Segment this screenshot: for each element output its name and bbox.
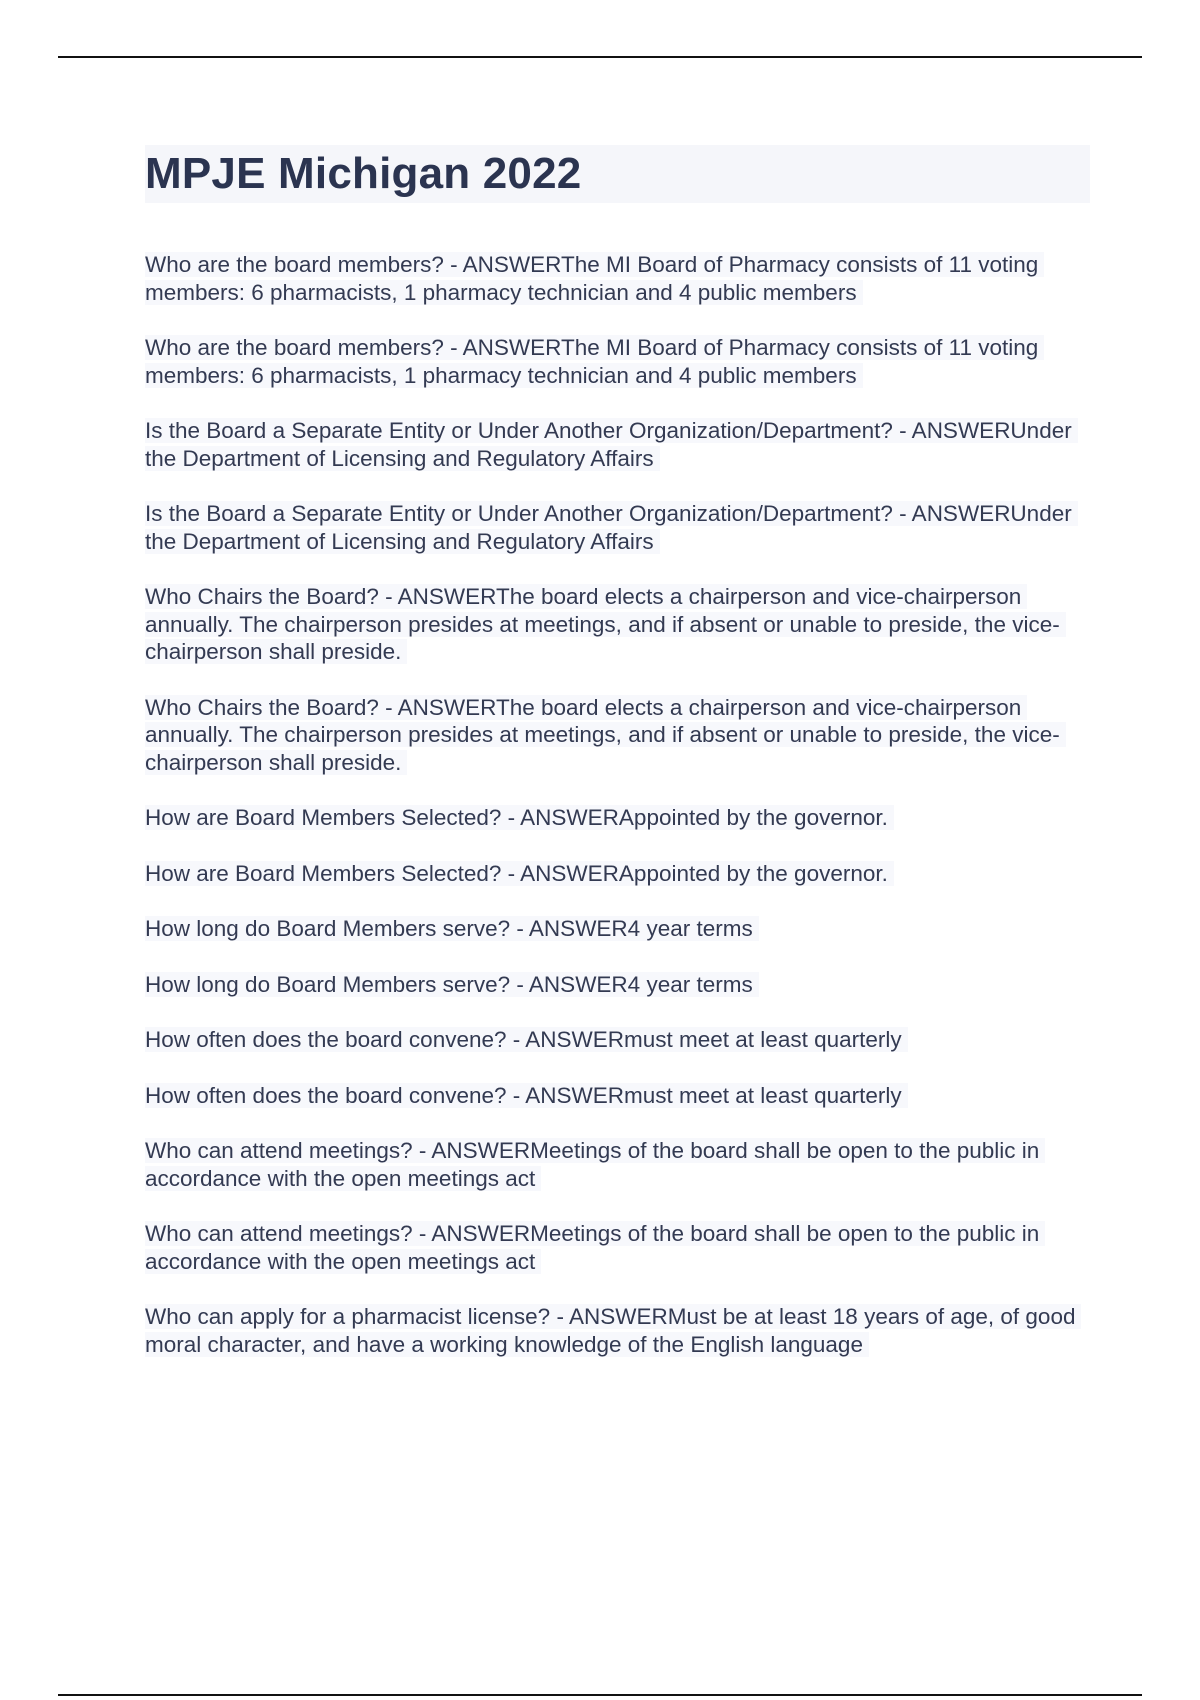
qa-item bbox=[145, 417, 1090, 472]
document-body bbox=[145, 145, 1090, 1386]
qa-text: Who can apply for a pharmacist license? - ANSWERMust be at least 18 years of age, of good moral character, and have a working knowledge of the English language bbox=[145, 1304, 1081, 1357]
qa-item bbox=[145, 694, 1090, 777]
qa-item bbox=[145, 1137, 1090, 1192]
top-divider bbox=[58, 56, 1142, 58]
qa-text: Who can attend meetings? - ANSWERMeetings of the board shall be open to the public in accordance with the open meetings act bbox=[145, 1138, 1045, 1191]
qa-item bbox=[145, 334, 1090, 389]
qa-item bbox=[145, 1026, 1090, 1054]
qa-text: Who are the board members? - ANSWERThe MI Board of Pharmacy consists of 11 voting members: 6 pharmacists, 1 pharmacy technician and 4 public members bbox=[145, 252, 1044, 305]
bottom-divider bbox=[58, 1694, 1142, 1696]
qa-item bbox=[145, 971, 1090, 999]
qa-item bbox=[145, 1082, 1090, 1110]
qa-item bbox=[145, 804, 1090, 832]
qa-text: How are Board Members Selected? - ANSWERAppointed by the governor. bbox=[145, 805, 894, 830]
qa-item bbox=[145, 915, 1090, 943]
qa-text: Who can attend meetings? - ANSWERMeetings of the board shall be open to the public in accordance with the open meetings act bbox=[145, 1221, 1045, 1274]
qa-text: How long do Board Members serve? - ANSWER4 year terms bbox=[145, 972, 759, 997]
page-title: MPJE Michigan 2022 bbox=[145, 149, 582, 198]
qa-item bbox=[145, 500, 1090, 555]
qa-item bbox=[145, 583, 1090, 666]
title-banner bbox=[145, 145, 1090, 203]
qa-item bbox=[145, 1220, 1090, 1275]
qa-list bbox=[145, 251, 1090, 1358]
qa-text: How long do Board Members serve? - ANSWER4 year terms bbox=[145, 916, 759, 941]
qa-text: How are Board Members Selected? - ANSWERAppointed by the governor. bbox=[145, 861, 894, 886]
qa-text: Who are the board members? - ANSWERThe MI Board of Pharmacy consists of 11 voting members: 6 pharmacists, 1 pharmacy technician and 4 public members bbox=[145, 335, 1044, 388]
qa-text: Is the Board a Separate Entity or Under Another Organization/Department? - ANSWERUnder the Department of Licensing and Regulatory Affairs bbox=[145, 418, 1078, 471]
qa-item bbox=[145, 1303, 1090, 1358]
qa-text: Who Chairs the Board? - ANSWERThe board elects a chairperson and vice-chairperson annually. The chairperson presides at meetings, and if absent or unable to preside, the vice-chairperson shall preside. bbox=[145, 584, 1066, 664]
qa-item bbox=[145, 860, 1090, 888]
qa-text: How often does the board convene? - ANSWERmust meet at least quarterly bbox=[145, 1027, 908, 1052]
qa-text: Who Chairs the Board? - ANSWERThe board elects a chairperson and vice-chairperson annually. The chairperson presides at meetings, and if absent or unable to preside, the vice-chairperson shall preside. bbox=[145, 695, 1066, 775]
qa-text: Is the Board a Separate Entity or Under Another Organization/Department? - ANSWERUnder the Department of Licensing and Regulatory Affairs bbox=[145, 501, 1078, 554]
qa-text: How often does the board convene? - ANSWERmust meet at least quarterly bbox=[145, 1083, 908, 1108]
qa-item bbox=[145, 251, 1090, 306]
